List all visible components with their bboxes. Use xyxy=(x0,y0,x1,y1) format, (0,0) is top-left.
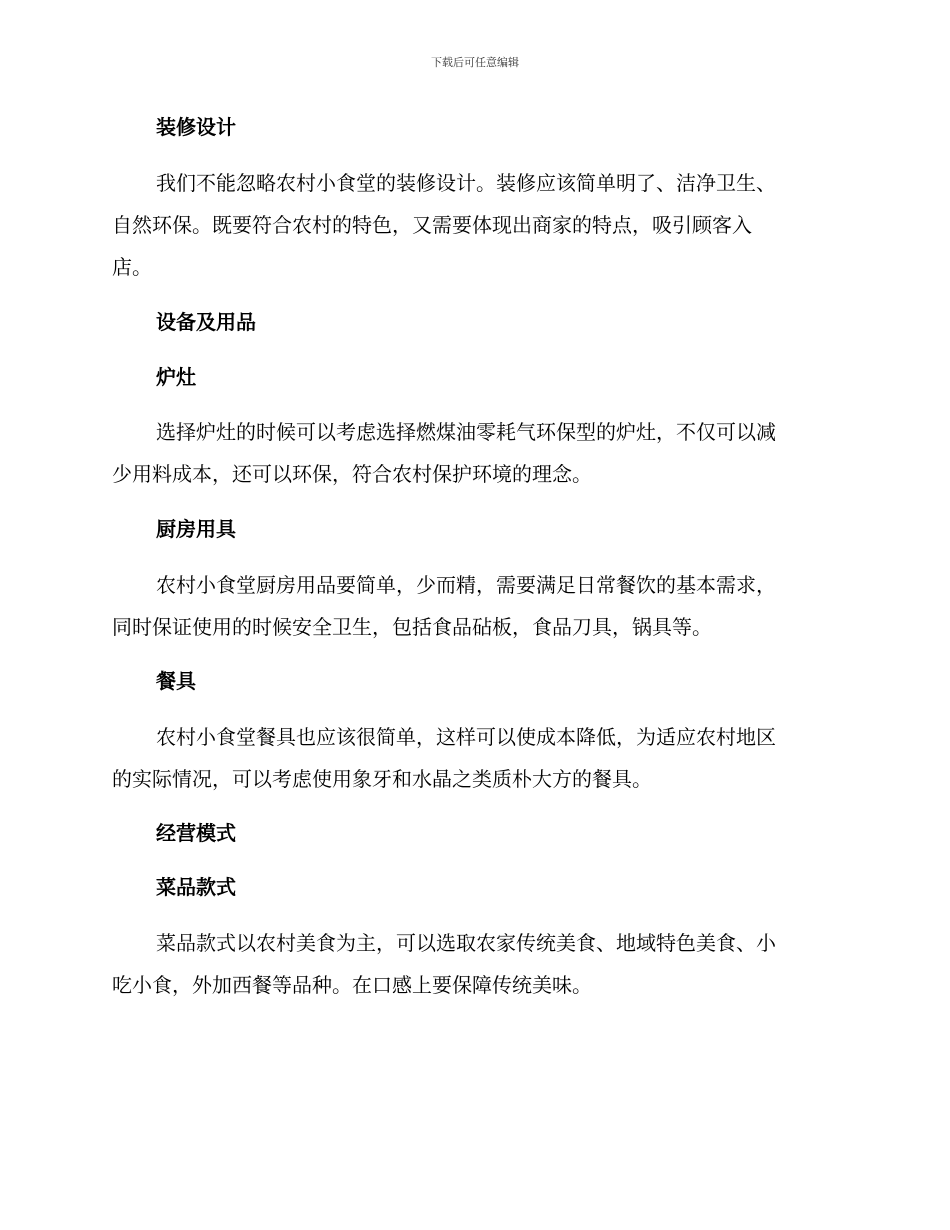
paragraph-line: 我们不能忽略农村小食堂的装修设计。装修应该简单明了、洁净卫生、 xyxy=(156,171,776,195)
paragraph-line: 同时保证使用的时候安全卫生，包括食品砧板，食品刀具，锅具等。 xyxy=(112,615,712,639)
heading-tableware: 餐具 xyxy=(156,669,196,693)
heading-decoration: 装修设计 xyxy=(156,115,236,139)
paragraph-line: 菜品款式以农村美食为主，可以选取农家传统美食、地域特色美食、小 xyxy=(156,931,776,955)
page-header-note: 下载后可任意编辑 xyxy=(431,56,519,69)
paragraph-line: 店。 xyxy=(112,255,152,279)
paragraph-line: 农村小食堂餐具也应该很简单，这样可以使成本降低，为适应农村地区 xyxy=(156,725,776,749)
heading-dishes: 菜品款式 xyxy=(156,875,236,899)
heading-kitchenware: 厨房用具 xyxy=(156,517,236,541)
paragraph-line: 少用料成本，还可以环保，符合农村保护环境的理念。 xyxy=(112,462,592,486)
heading-operation: 经营模式 xyxy=(156,821,236,845)
paragraph-line: 的实际情况，可以考虑使用象牙和水晶之类质朴大方的餐具。 xyxy=(112,767,652,791)
paragraph-line: 选择炉灶的时候可以考虑选择燃煤油零耗气环保型的炉灶，不仅可以减 xyxy=(156,420,776,444)
paragraph-line: 吃小食，外加西餐等品种。在口感上要保障传统美味。 xyxy=(112,973,592,997)
paragraph-line: 农村小食堂厨房用品要简单，少而精，需要满足日常餐饮的基本需求， xyxy=(156,573,776,597)
heading-equipment: 设备及用品 xyxy=(156,310,256,334)
heading-stove: 炉灶 xyxy=(156,365,196,389)
paragraph-line: 自然环保。既要符合农村的特色，又需要体现出商家的特点，吸引顾客入 xyxy=(112,213,752,237)
